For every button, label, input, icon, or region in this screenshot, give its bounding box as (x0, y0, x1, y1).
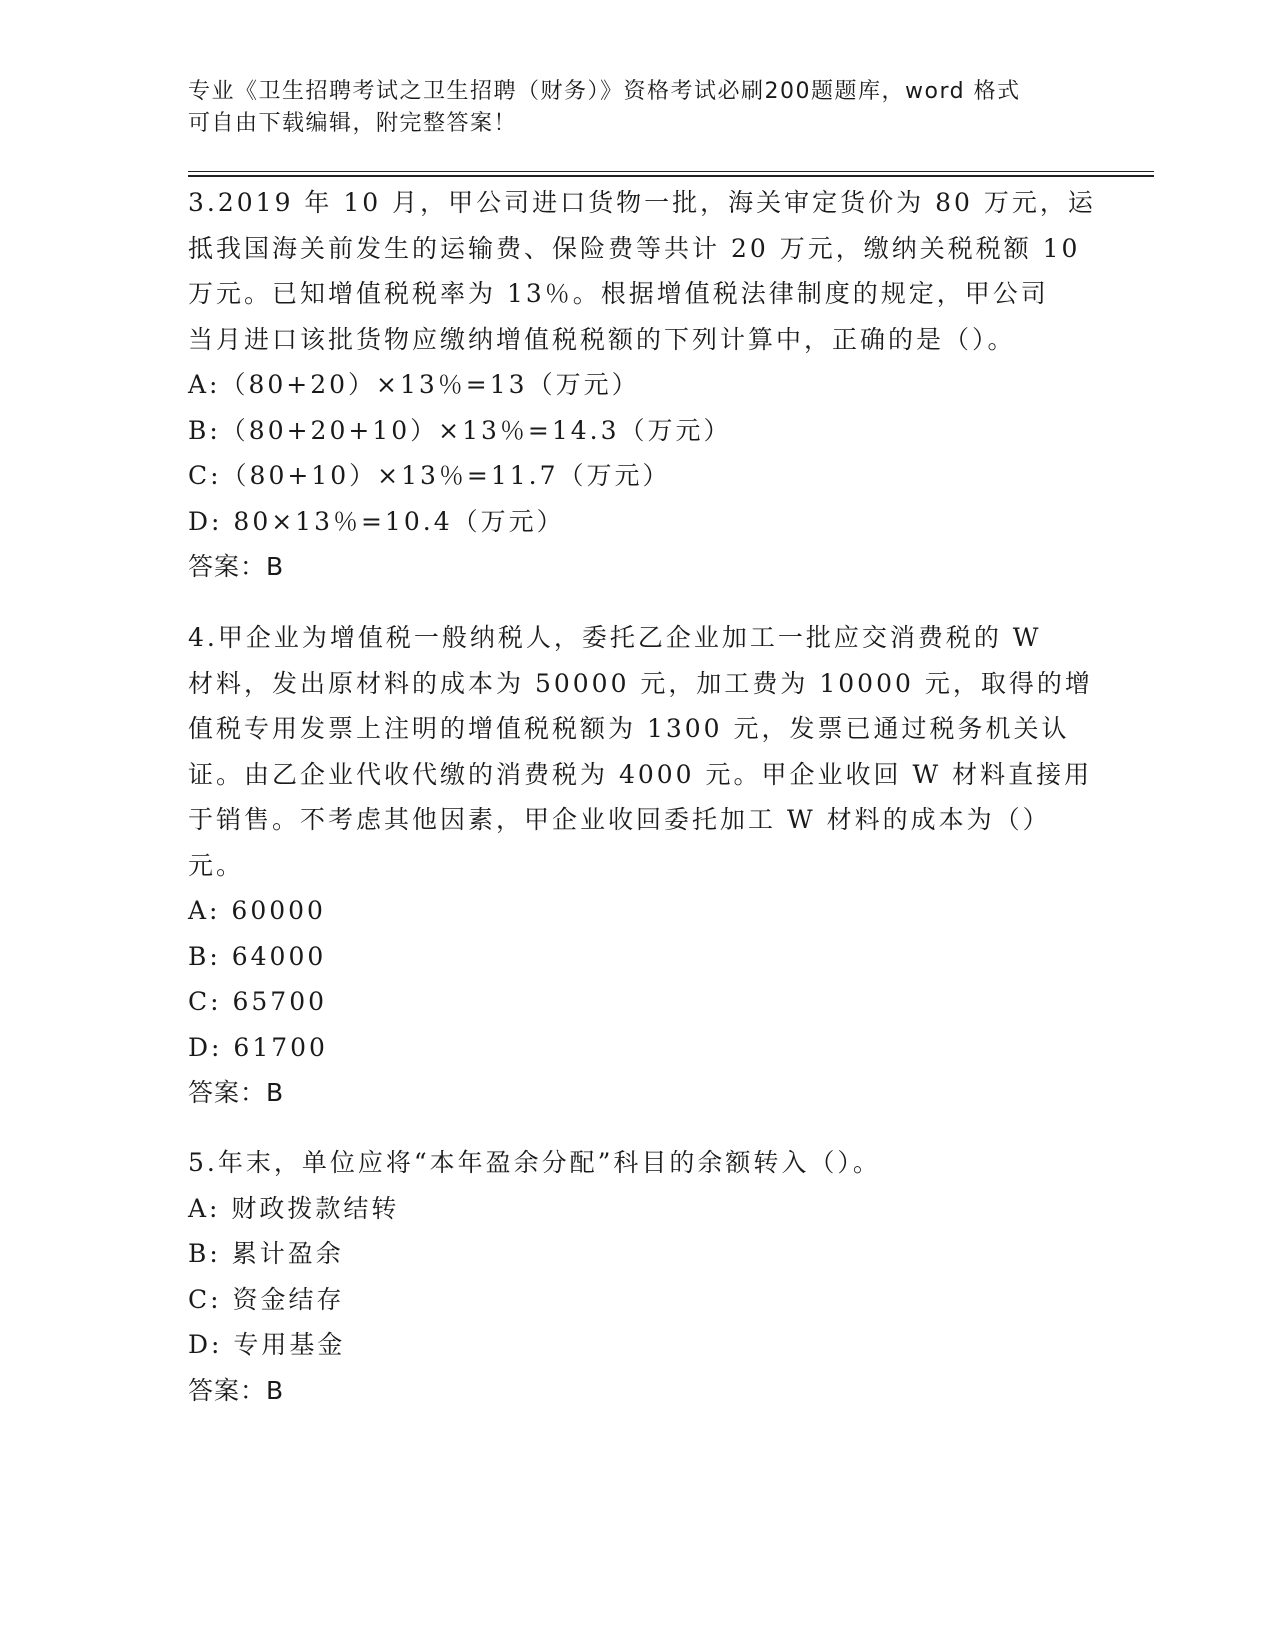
option-d: D: 61700 (188, 1032, 328, 1062)
option-b: B: 64000 (188, 941, 327, 971)
question-stem-line: 材料，发出原材料的成本为 50000 元，加工费为 10000 元，取得的增 (188, 668, 1093, 698)
header-title-line-2: 可自由下载编辑，附完整答案！ (188, 111, 518, 136)
question-stem-line: 3.2019 年 10 月，甲公司进口货物一批，海关审定货价为 80 万元，运 (188, 188, 1096, 217)
document-header (188, 76, 1068, 140)
option-a: A:（80+20）×13％=13（万元） (188, 370, 640, 399)
option-b: B:（80+20+10）×13％=14.3（万元） (188, 415, 732, 445)
question-5 (188, 1140, 1088, 1413)
question-stem-line: 5.年末，单位应将“本年盈余分配”科目的余额转入（）。 (188, 1148, 881, 1177)
question-stem-line: 万元。已知增值税税率为 13％。根据增值税法律制度的规定，甲公司 (188, 279, 1049, 308)
option-a: A: 60000 (188, 896, 326, 925)
question-3 (188, 180, 1096, 590)
question-stem-line: 当月进口该批货物应缴纳增值税税额的下列计算中，正确的是（）。 (188, 324, 1016, 354)
answer-label: 答案：B (188, 1375, 285, 1405)
option-c: C: 65700 (188, 987, 328, 1016)
question-stem-line: 元。 (188, 850, 245, 880)
question-stem-line: 证。由乙企业代收代缴的消费税为 4000 元。甲企业收回 W 材料直接用 (188, 759, 1093, 789)
option-c: C: 资金结存 (188, 1284, 345, 1314)
option-b: B: 累计盈余 (188, 1239, 344, 1268)
answer-label: 答案：B (188, 552, 285, 581)
question-stem-line: 于销售。不考虑其他因素，甲企业收回委托加工 W 材料的成本为（） (188, 805, 1051, 834)
option-d: D: 专用基金 (188, 1330, 346, 1359)
header-title-line-1: 专业《卫生招聘考试之卫生招聘（财务）》资格考试必刷200题题库，word 格式 (188, 79, 1021, 104)
answer-label: 答案：B (188, 1078, 285, 1107)
question-stem-line: 4.甲企业为增值税一般纳税人，委托乙企业加工一批应交消费税的 W (188, 623, 1042, 652)
question-stem-line: 抵我国海关前发生的运输费、保险费等共计 20 万元，缴纳关税税额 10 (188, 233, 1081, 263)
header-divider-thick (188, 175, 1154, 177)
option-c: C:（80+10）×13％=11.7（万元） (188, 461, 671, 490)
option-a: A: 财政拨款结转 (188, 1193, 400, 1223)
question-stem-line: 值税专用发票上注明的增值税税额为 1300 元，发票已通过税务机关认 (188, 714, 1070, 743)
question-4 (188, 615, 1093, 1116)
option-d: D: 80×13％=10.4（万元） (188, 506, 565, 536)
header-divider-thin (188, 171, 1154, 172)
